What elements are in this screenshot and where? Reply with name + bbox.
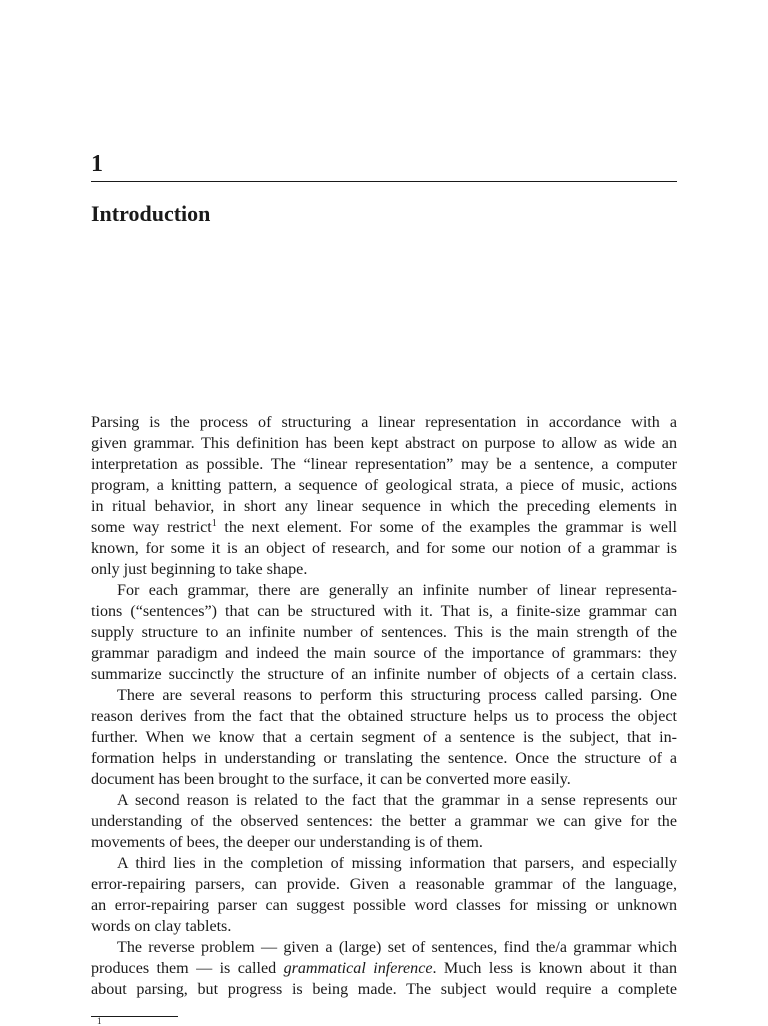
chapter-number: 1 bbox=[91, 151, 103, 177]
paragraph-4 bbox=[91, 790, 677, 853]
text-line: words on clay tablets. bbox=[91, 918, 232, 935]
chapter-title: Introduction bbox=[91, 201, 211, 226]
text-line: an error-repairing parser can suggest possible word classes for missing or unknown bbox=[91, 897, 677, 914]
text-line: summarize succinctly the structure of an infinite number of objects of a certain class. bbox=[91, 666, 677, 683]
text-line bbox=[91, 958, 677, 979]
text-line: about parsing, but progress is being made. The subject would require a complete bbox=[91, 981, 677, 998]
book-page bbox=[91, 0, 677, 1024]
text-line: For each grammar, there are generally an infinite number of linear representa- bbox=[117, 582, 677, 599]
text-line: given grammar. This definition has been kept abstract on purpose to allow as wide an bbox=[91, 435, 677, 452]
text-segment: the next element. For some of the examples the grammar is well bbox=[216, 519, 677, 536]
footnote-rule bbox=[91, 1016, 178, 1017]
paragraph-5 bbox=[91, 853, 677, 937]
text-line: supply structure to an infinite number of sentences. This is the main strength of the bbox=[91, 624, 677, 641]
text-line: A second reason is related to the fact that the grammar in a sense represents our bbox=[117, 792, 677, 809]
emphasis-term: grammatical inference bbox=[283, 960, 433, 977]
chapter-rule bbox=[91, 181, 677, 182]
body-text bbox=[91, 412, 677, 1000]
text-line bbox=[91, 517, 677, 538]
text-line: program, a knitting pattern, a sequence of geological strata, a piece of music, actions bbox=[91, 477, 677, 494]
text-line: grammar paradigm and indeed the main source of the importance of grammars: they bbox=[91, 645, 677, 662]
paragraph-1 bbox=[91, 412, 677, 580]
text-segment: produces them — is called bbox=[91, 960, 284, 977]
text-line: understanding of the observed sentences: the better a grammar we can give for the bbox=[91, 813, 677, 830]
text-line: known, for some it is an object of research, and for some our notion of a grammar is bbox=[91, 540, 677, 557]
footnote-mark: 1 bbox=[97, 1016, 102, 1026]
paragraph-3 bbox=[91, 685, 677, 790]
text-line: Parsing is the process of structuring a linear representation in accordance with a bbox=[91, 414, 677, 431]
text-line: in ritual behavior, in short any linear sequence in which the preceding elements in bbox=[91, 498, 677, 515]
paragraph-2 bbox=[91, 580, 677, 685]
paragraph-6 bbox=[91, 937, 677, 1000]
text-line: document has been brought to the surface, it can be converted more easily. bbox=[91, 771, 571, 788]
text-line: only just beginning to take shape. bbox=[91, 561, 308, 578]
text-line: The reverse problem — given a (large) set of sentences, find the/a grammar which bbox=[117, 939, 677, 956]
text-line: There are several reasons to perform this structuring process called parsing. One bbox=[117, 687, 677, 704]
text-line: further. When we know that a certain segment of a sentence is the subject, that in- bbox=[91, 729, 677, 746]
text-line: error-repairing parsers, can provide. Given a reasonable grammar of the language, bbox=[91, 876, 677, 893]
text-line: interpretation as possible. The “linear representation” may be a sentence, a computer bbox=[91, 456, 677, 473]
text-line: movements of bees, the deeper our understanding is of them. bbox=[91, 834, 483, 851]
text-line: formation helps in understanding or translating the sentence. Once the structure of a bbox=[91, 750, 677, 767]
footnote-reference[interactable]: 1 bbox=[211, 518, 217, 529]
text-line: reason derives from the fact that the obtained structure helps us to process the object bbox=[91, 708, 677, 725]
text-segment: . Much less is known about it than bbox=[432, 960, 678, 977]
text-line: A third lies in the completion of missing information that parsers, and especially bbox=[117, 855, 677, 872]
text-line: tions (“sentences”) that can be structured with it. That is, a finite-size grammar can bbox=[91, 603, 677, 620]
text-segment: some way restrict bbox=[91, 519, 212, 536]
